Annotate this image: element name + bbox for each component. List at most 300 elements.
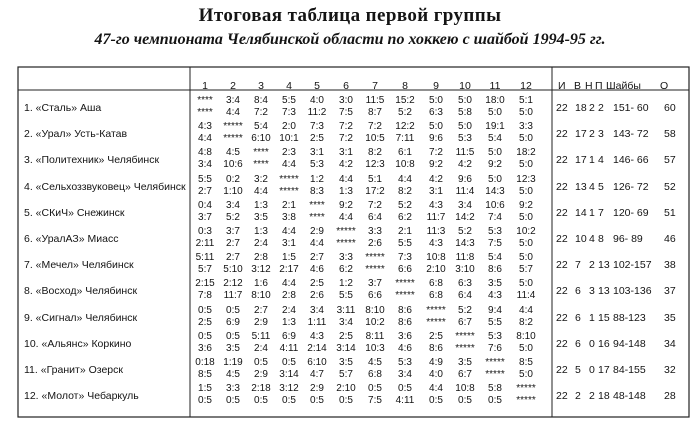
score-cell: ***** — [516, 383, 536, 395]
score-cell: 3:5 — [226, 342, 240, 354]
score-cell: 2:3 — [282, 147, 296, 159]
score-cell: 6:7 — [458, 316, 472, 328]
score-cell: 0:4 — [198, 199, 212, 211]
score-cell: 4:4 — [339, 211, 353, 223]
score-cell: 3:3 — [368, 226, 382, 237]
score-cell: 9:2 — [429, 159, 443, 171]
score-cell: 8:6 — [488, 264, 502, 276]
score-cell: **** — [253, 147, 269, 159]
score-cell: 3:4 — [198, 159, 212, 171]
goals: 103-136 — [613, 285, 652, 298]
wins: 6 — [575, 311, 581, 324]
goals: 126- 72 — [613, 180, 649, 193]
team-name: 10. «Альянс» Коркино — [24, 337, 132, 350]
score-cell: 1:3 — [282, 316, 296, 328]
score-cell: 2:10 — [336, 383, 356, 395]
score-cell: ***** — [223, 121, 243, 133]
score-cell: 6:6 — [368, 290, 382, 302]
score-cell: 0:5 — [198, 395, 212, 407]
score-cell: 7:3 — [310, 121, 324, 133]
score-cell: 9:2 — [339, 199, 353, 211]
points: 58 — [664, 128, 676, 141]
team-name: 11. «Гранит» Озерск — [24, 364, 123, 376]
draws: 2 — [589, 390, 595, 403]
points: 57 — [664, 154, 676, 167]
score-cell: 5:5 — [398, 238, 412, 249]
score-cell: 10:8 — [426, 252, 446, 264]
score-cell: 3:3 — [226, 383, 240, 395]
score-cell: 2:9 — [254, 316, 268, 328]
score-cell: 11:2 — [307, 107, 327, 118]
draws: 1 — [589, 311, 595, 324]
wins: 2 — [575, 390, 581, 403]
score-cell: 2:8 — [282, 290, 296, 302]
games-played: 22 — [556, 180, 568, 193]
team-name: 8. «Восход» Челябинск — [24, 285, 138, 298]
score-cell: **** — [197, 95, 213, 106]
wins: 6 — [575, 337, 581, 350]
score-cell: 5:0 — [429, 121, 443, 133]
losses: 15 — [598, 311, 610, 324]
score-cell: 5:8 — [458, 107, 472, 118]
score-cell: 5:3 — [398, 357, 412, 368]
score-cell: 4:4 — [519, 304, 533, 316]
score-cell: 5:5 — [282, 95, 296, 106]
goals: 146- 66 — [613, 154, 649, 167]
score-cell: 5:2 — [226, 211, 240, 223]
score-cell: 6:10 — [251, 133, 271, 145]
column-number: 12 — [520, 80, 532, 92]
score-cell: 0:5 — [310, 395, 324, 407]
team-name: 7. «Мечел» Челябинск — [24, 259, 134, 272]
score-cell: 4:4 — [310, 238, 324, 249]
wins: 10 — [575, 233, 587, 245]
score-cell: 3:4 — [398, 369, 412, 380]
score-cell: 7:2 — [254, 107, 268, 118]
stats-column-header: В — [574, 80, 582, 92]
score-cell: 8:5 — [198, 369, 212, 380]
score-cell: 6:3 — [429, 107, 443, 118]
goals: 151- 60 — [613, 102, 649, 114]
score-cell: 2:5 — [339, 330, 353, 342]
score-cell: 5:5 — [488, 316, 502, 328]
team-name: 5. «СКиЧ» Снежинск — [24, 206, 125, 219]
games-played: 22 — [556, 364, 568, 376]
score-cell: 0:2 — [226, 173, 240, 185]
score-cell: ***** — [223, 133, 243, 145]
score-cell: ***** — [336, 238, 356, 249]
score-cell: 1:3 — [254, 199, 268, 211]
score-cell: ***** — [426, 316, 446, 328]
score-cell: 5:7 — [198, 264, 212, 276]
score-cell: 6:10 — [307, 357, 327, 368]
score-cell: 5:0 — [488, 107, 502, 118]
score-cell: 5:0 — [519, 252, 533, 264]
score-cell: 3:5 — [458, 357, 472, 368]
draws: 0 — [589, 364, 595, 376]
score-cell: 0:5 — [368, 383, 382, 395]
losses: 3 — [598, 128, 604, 141]
column-number: 9 — [433, 80, 439, 92]
games-played: 22 — [556, 337, 568, 350]
score-cell: 4:5 — [226, 147, 240, 159]
score-cell: 0:5 — [458, 395, 472, 407]
score-cell: 5:3 — [310, 159, 324, 171]
score-cell: 0:5 — [226, 304, 240, 316]
score-cell: 5:5 — [198, 173, 212, 185]
score-cell: 0:5 — [198, 304, 212, 316]
draws: 0 — [589, 337, 595, 350]
points: 28 — [664, 390, 676, 403]
score-cell: 5:1 — [368, 173, 382, 185]
score-cell: 3:7 — [198, 211, 212, 223]
score-cell: 10:6 — [223, 159, 243, 171]
team-name: 9. «Сигнал» Челябинск — [24, 311, 138, 324]
draws: 1 — [589, 206, 595, 219]
score-cell: 4:5 — [226, 369, 240, 380]
score-cell: 3:5 — [339, 357, 353, 368]
score-cell: 19:1 — [485, 121, 505, 133]
draws: 1 — [589, 154, 595, 167]
score-cell: 5:0 — [519, 185, 533, 197]
score-cell: 10:3 — [365, 342, 385, 354]
score-cell: 5:0 — [519, 107, 533, 118]
score-cell: 3:7 — [368, 278, 382, 290]
losses: 2 — [598, 102, 604, 114]
score-cell: 11:8 — [455, 252, 475, 264]
draws: 2 — [589, 259, 595, 272]
points: 60 — [664, 102, 676, 114]
score-cell: 8:10 — [516, 330, 536, 342]
column-number: 6 — [343, 80, 349, 92]
points: 34 — [664, 337, 676, 350]
score-cell: 4:4 — [254, 185, 268, 197]
score-cell: 6:1 — [398, 147, 412, 159]
score-cell: 8:7 — [368, 107, 382, 118]
score-cell: 3:4 — [226, 95, 240, 106]
score-cell: 7:3 — [282, 107, 296, 118]
score-cell: 6:9 — [282, 330, 296, 342]
score-cell: 11:4 — [455, 185, 475, 197]
score-cell: 11:3 — [426, 226, 446, 237]
score-cell: 4:7 — [310, 369, 324, 380]
score-cell: 6:8 — [429, 278, 443, 290]
score-cell: 12:2 — [395, 121, 415, 133]
wins: 7 — [575, 259, 581, 272]
score-cell: 5:3 — [458, 133, 472, 145]
score-cell: 6:3 — [458, 278, 472, 290]
points: 52 — [664, 180, 676, 193]
score-cell: 2:4 — [254, 342, 268, 354]
score-cell: 4:9 — [429, 357, 443, 368]
score-cell: 7:2 — [339, 133, 353, 145]
score-cell: 3:10 — [455, 264, 475, 276]
score-cell: 5:2 — [398, 199, 412, 211]
score-cell: 7:2 — [368, 199, 382, 211]
score-cell: 5:0 — [429, 95, 443, 106]
score-cell: **** — [197, 107, 213, 118]
score-cell: 8:5 — [519, 357, 533, 368]
score-cell: 4:4 — [339, 173, 353, 185]
goals: 96- 89 — [613, 233, 643, 245]
score-cell: 3:6 — [398, 330, 412, 342]
score-cell: 4:0 — [310, 95, 324, 106]
score-cell: 15:2 — [395, 95, 415, 106]
score-cell: 2:15 — [195, 278, 215, 290]
score-cell: 4:3 — [429, 199, 443, 211]
score-cell: 6:6 — [398, 264, 412, 276]
games-played: 22 — [556, 259, 568, 272]
column-number: 3 — [258, 80, 264, 92]
points: 37 — [664, 285, 676, 298]
points: 32 — [664, 364, 676, 376]
score-cell: 5:0 — [519, 159, 533, 171]
score-cell: 4:0 — [429, 369, 443, 380]
score-cell: 7:6 — [488, 342, 502, 354]
score-cell: ***** — [485, 357, 505, 368]
column-number: 5 — [314, 80, 320, 92]
score-cell: 0:18 — [195, 357, 215, 368]
score-cell: 5:10 — [223, 264, 243, 276]
score-cell: 14:3 — [485, 185, 505, 197]
score-cell: 3:14 — [279, 369, 299, 380]
score-cell: 5:0 — [519, 369, 533, 380]
score-cell: 4:4 — [282, 159, 296, 171]
score-cell: 5:5 — [339, 290, 353, 302]
losses: 7 — [598, 206, 604, 219]
column-number: 2 — [230, 80, 236, 92]
score-cell: **** — [309, 199, 325, 211]
score-cell: 3:3 — [339, 252, 353, 264]
column-number: 4 — [286, 80, 292, 92]
points: 46 — [664, 233, 676, 245]
goals: 143- 72 — [613, 128, 649, 141]
score-cell: 4:8 — [198, 147, 212, 159]
wins: 18 — [575, 102, 587, 114]
draws: 2 — [589, 128, 595, 141]
score-cell: 5:3 — [488, 330, 502, 342]
score-cell: 5:1 — [519, 95, 533, 106]
losses: 16 — [598, 337, 610, 350]
score-cell: ***** — [455, 342, 475, 354]
score-cell: 2:5 — [429, 330, 443, 342]
team-name: 2. «Урал» Усть-Катав — [24, 128, 128, 141]
score-cell: **** — [253, 159, 269, 171]
losses: 4 — [598, 154, 604, 167]
score-cell: 2:1 — [398, 226, 412, 237]
score-cell: 0:5 — [429, 395, 443, 407]
score-cell: 6:2 — [339, 264, 353, 276]
score-cell: 2:7 — [226, 252, 240, 264]
score-cell: 8:10 — [365, 304, 385, 316]
draws: 4 — [589, 180, 595, 193]
score-cell: 9:2 — [519, 199, 533, 211]
score-cell: 2:5 — [310, 278, 324, 290]
score-cell: 3:4 — [458, 199, 472, 211]
score-cell: 11:7 — [223, 290, 243, 302]
games-played: 22 — [556, 285, 568, 298]
losses: 8 — [598, 233, 604, 245]
score-cell: 12:3 — [516, 173, 536, 185]
score-cell: 2:4 — [282, 304, 296, 316]
score-cell: 17:2 — [365, 185, 385, 197]
score-cell: 3:1 — [339, 147, 353, 159]
score-cell: 8:4 — [254, 95, 268, 106]
wins: 5 — [575, 364, 581, 376]
losses: 13 — [598, 285, 610, 298]
score-cell: 8:11 — [365, 330, 385, 342]
score-cell: ***** — [279, 173, 299, 185]
score-cell: 7:11 — [395, 133, 415, 145]
score-cell: 4:5 — [368, 357, 382, 368]
score-cell: 8:3 — [310, 185, 324, 197]
score-cell: 5:2 — [458, 304, 472, 316]
score-cell: 3:1 — [310, 147, 324, 159]
score-cell: 5:0 — [488, 173, 502, 185]
score-cell: 2:10 — [426, 264, 446, 276]
score-cell: 2:14 — [307, 342, 327, 354]
score-cell: 5:4 — [254, 121, 268, 133]
draws: 2 — [589, 102, 595, 114]
score-cell: 5:11 — [251, 330, 271, 342]
goals: 84-155 — [613, 364, 646, 376]
score-cell: 3:12 — [279, 383, 299, 395]
score-cell: 5:7 — [519, 264, 533, 276]
score-cell: 9:6 — [458, 173, 472, 185]
score-cell: 1:5 — [282, 252, 296, 264]
score-cell: 4:2 — [429, 173, 443, 185]
score-cell: 3:14 — [336, 342, 356, 354]
stats-column-header: П — [595, 80, 603, 92]
score-cell: 7:4 — [488, 211, 502, 223]
score-cell: 6:8 — [368, 369, 382, 380]
score-cell: 9:4 — [488, 304, 502, 316]
goals: 102-157 — [613, 259, 652, 272]
score-cell: 0:5 — [398, 383, 412, 395]
score-cell: 3:4 — [310, 304, 324, 316]
games-played: 22 — [556, 154, 568, 167]
score-cell: 8:6 — [429, 342, 443, 354]
score-cell: 3:3 — [519, 121, 533, 133]
score-cell: 2:6 — [310, 290, 324, 302]
score-cell: 3:11 — [336, 304, 356, 316]
score-cell: 8:2 — [368, 147, 382, 159]
score-cell: 4:3 — [310, 330, 324, 342]
score-cell: 5:0 — [519, 133, 533, 145]
score-cell: 12:3 — [365, 159, 385, 171]
score-cell: 9:2 — [488, 159, 502, 171]
score-cell: 2:7 — [198, 185, 212, 197]
score-cell: 5:4 — [488, 133, 502, 145]
score-cell: 3:5 — [254, 211, 268, 223]
score-cell: 1:3 — [339, 185, 353, 197]
column-number: 11 — [489, 80, 501, 92]
points: 35 — [664, 311, 676, 324]
score-cell: 0:5 — [254, 395, 268, 407]
score-cell: ***** — [485, 369, 505, 380]
stats-column-header: О — [660, 80, 669, 92]
score-cell: 8:2 — [519, 316, 533, 328]
score-cell: ***** — [336, 226, 356, 237]
score-cell: 2:9 — [310, 383, 324, 395]
score-cell: 0:5 — [254, 357, 268, 368]
score-cell: ***** — [395, 278, 415, 290]
score-cell: ***** — [365, 252, 385, 264]
score-cell: 4:4 — [398, 173, 412, 185]
score-cell: 4:3 — [488, 290, 502, 302]
score-cell: 0:5 — [226, 395, 240, 407]
score-cell: 4:4 — [282, 278, 296, 290]
goals: 94-148 — [613, 337, 646, 350]
score-cell: 10:5 — [365, 133, 385, 145]
score-cell: 0:5 — [282, 357, 296, 368]
score-cell: ***** — [395, 290, 415, 302]
score-cell: 8:2 — [398, 185, 412, 197]
score-cell: 2:9 — [310, 226, 324, 237]
score-cell: 6:4 — [368, 211, 382, 223]
wins: 13 — [575, 180, 587, 193]
games-played: 22 — [556, 102, 568, 114]
score-cell: 5:7 — [339, 369, 353, 380]
score-cell: 1:10 — [223, 185, 243, 197]
column-number: 1 — [202, 80, 208, 92]
score-cell: 2:5 — [310, 133, 324, 145]
score-cell: 4:11 — [395, 395, 415, 407]
score-cell: 6:7 — [458, 369, 472, 380]
score-cell: 3:5 — [488, 278, 502, 290]
score-cell: 9:6 — [429, 133, 443, 145]
score-cell: 7:5 — [339, 107, 353, 118]
table-subtitle: 47-го чемпионата Челябинской области по хоккею с шайбой 1994-95 гг. — [94, 31, 606, 48]
score-cell: 4:2 — [339, 159, 353, 171]
score-cell: 5:0 — [519, 211, 533, 223]
score-cell: 4:6 — [310, 264, 324, 276]
score-cell: 2:6 — [368, 238, 382, 249]
score-cell: 2:4 — [254, 238, 268, 249]
score-cell: 10:2 — [516, 226, 536, 237]
score-cell: 4:11 — [279, 342, 299, 354]
draws: 4 — [589, 233, 595, 245]
score-cell: 2:0 — [282, 121, 296, 133]
score-cell: 3:12 — [251, 264, 271, 276]
score-cell: 3:4 — [339, 316, 353, 328]
score-cell: 18:0 — [485, 95, 505, 106]
score-cell: 10:8 — [395, 159, 415, 171]
score-cell: 3:2 — [254, 173, 268, 185]
score-cell: 4:4 — [429, 383, 443, 395]
score-cell: 3:0 — [339, 95, 353, 106]
team-name: 3. «Политехник» Челябинск — [24, 154, 160, 167]
score-cell: 2:9 — [254, 369, 268, 380]
score-cell: 5:2 — [458, 226, 472, 237]
games-played: 22 — [556, 390, 568, 403]
stats-column-header: И — [558, 80, 566, 92]
score-cell: 5:0 — [519, 342, 533, 354]
score-cell: 2:7 — [310, 252, 324, 264]
goals: 48-148 — [613, 390, 646, 403]
score-cell: 2:8 — [254, 252, 268, 264]
wins: 14 — [575, 206, 587, 219]
score-cell: 5:8 — [488, 383, 502, 395]
stats-column-header: Н — [585, 80, 593, 92]
score-cell: 11:5 — [365, 95, 385, 106]
score-cell: 3:4 — [226, 199, 240, 211]
wins: 17 — [575, 128, 587, 141]
score-cell: 3:7 — [226, 226, 240, 237]
score-cell: 0:5 — [226, 330, 240, 342]
score-cell: 6:2 — [398, 211, 412, 223]
score-cell: 14:2 — [455, 211, 475, 223]
